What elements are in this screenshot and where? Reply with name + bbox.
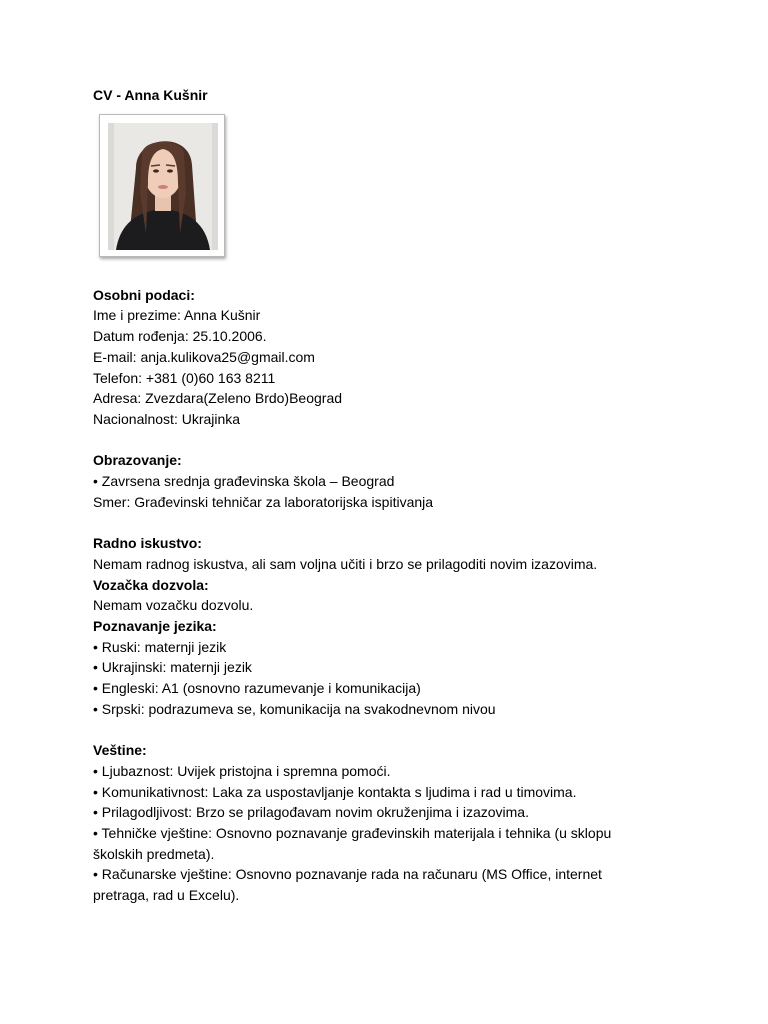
education-heading: Obrazovanje:	[93, 452, 182, 469]
address: Adresa: Zvezdara(Zeleno Brdo)Beograd	[93, 390, 343, 407]
license-heading: Vozačka dozvola:	[93, 576, 209, 593]
personal-info-section	[93, 285, 693, 430]
skills-heading: Veštine:	[93, 742, 147, 759]
email: E-mail: anja.kulikova25@gmail.com	[93, 348, 315, 365]
skill-item: • Računarske vještine: Osnovno poznavanje rada na računaru (MS Office, internet pretraga, rad u Excelu).	[93, 866, 602, 904]
document-title: CV - Anna Kušnir	[93, 87, 208, 103]
language-item: • Ukrajinski: maternji jezik	[93, 659, 252, 676]
personal-info-heading: Osobni podaci:	[93, 286, 195, 303]
language-item: • Ruski: maternji jezik	[93, 638, 227, 655]
license-section	[93, 575, 693, 616]
license-text: Nemam vozačku dozvolu.	[93, 597, 254, 614]
experience-heading: Radno iskustvo:	[93, 535, 202, 552]
education-major: Smer: Građevinski tehničar za laboratorijska ispitivanja	[93, 493, 434, 510]
birth-date: Datum rođenja: 25.10.2006.	[93, 328, 267, 345]
languages-section	[93, 616, 693, 720]
nationality: Nacionalnost: Ukrajinka	[93, 410, 241, 427]
skill-item: • Ljubaznost: Uvijek pristojna i spremna pomoći.	[93, 762, 391, 779]
skill-item: • Prilagodljivost: Brzo se prilagođavam novim okruženjima i izazovima.	[93, 804, 529, 821]
experience-section	[93, 533, 693, 574]
full-name: Ime i prezime: Anna Kušnir	[93, 307, 261, 324]
skill-item: • Komunikativnost: Laka za uspostavljanje kontakta s ljudima i rad u timovima.	[93, 783, 577, 800]
profile-photo	[108, 123, 218, 250]
cv-document	[93, 85, 693, 906]
education-section	[93, 450, 693, 512]
language-item: • Srpski: podrazumeva se, komunikacija na svakodnevnom nivou	[93, 700, 496, 717]
languages-heading: Poznavanje jezika:	[93, 617, 217, 634]
phone: Telefon: +381 (0)60 163 8211	[93, 369, 276, 386]
person-portrait-icon	[108, 123, 218, 250]
profile-photo-frame	[99, 114, 225, 257]
experience-text: Nemam radnog iskustva, ali sam voljna učiti i brzo se prilagoditi novim izazovima.	[93, 555, 598, 572]
education-school: • Zavrsena srednja građevinska škola – Beograd	[93, 473, 395, 490]
skills-section	[93, 740, 693, 906]
language-item: • Engleski: A1 (osnovno razumevanje i komunikacija)	[93, 680, 421, 697]
skill-item: • Tehničke vještine: Osnovno poznavanje građevinskih materijala i tehnika (u sklopu školskih predmeta).	[93, 824, 612, 862]
